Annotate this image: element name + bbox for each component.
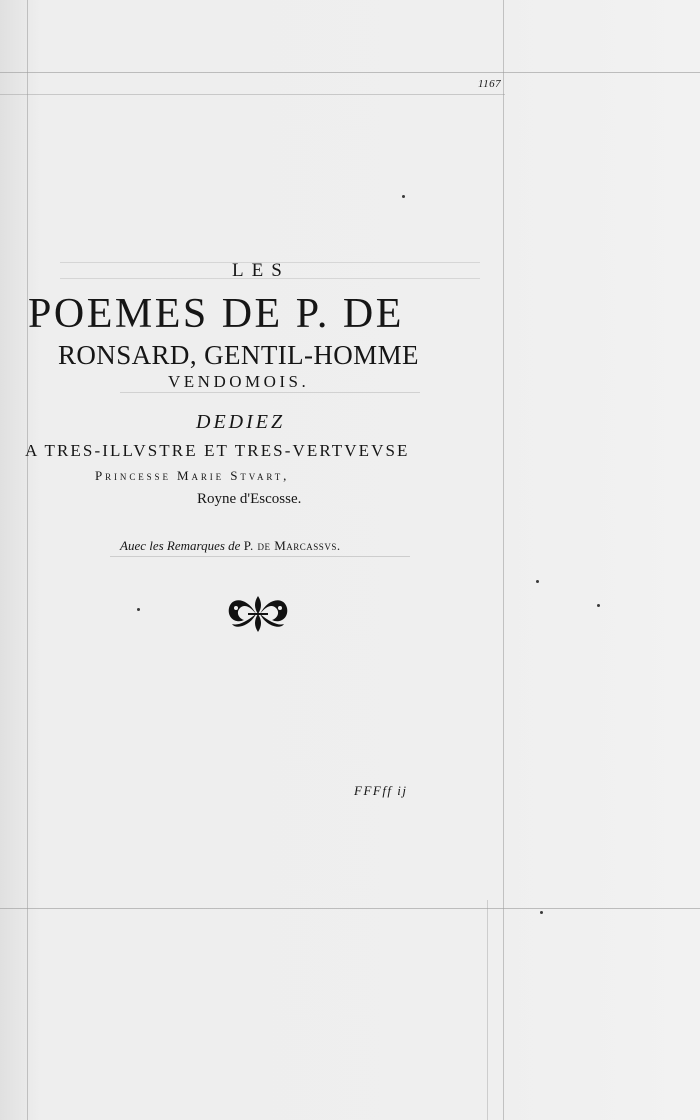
- dedication-line-1: A TRES-ILLVSTRE ET TRES-VERTVEVSE: [25, 441, 410, 460]
- page-number: 1167: [478, 78, 502, 90]
- title-rule-4: [110, 556, 410, 557]
- remarques-prefix: Auec les Remarques de: [120, 538, 241, 553]
- paper-speck: [137, 608, 140, 611]
- top-rule: [0, 72, 700, 73]
- floral-vignette-icon: [226, 592, 290, 636]
- right-margin-rule: [503, 0, 504, 1120]
- dedication-heading: DEDIEZ: [196, 411, 286, 433]
- top-rule-inner: [0, 94, 505, 95]
- title-line-1: POEMES DE P. DE: [28, 291, 404, 337]
- title-rule-3: [120, 392, 420, 393]
- title-les: LES: [232, 260, 290, 281]
- title-line-2: RONSARD, GENTIL-HOMME: [58, 340, 419, 370]
- paper-speck: [402, 195, 405, 198]
- signature-mark: FFFff ij: [354, 783, 408, 798]
- dedication-line-2: Princesse Marie Stvart,: [95, 468, 290, 483]
- paper-speck: [536, 580, 539, 583]
- left-margin-rule: [27, 0, 28, 1120]
- dedication-line-3: Royne d'Escosse.: [197, 491, 302, 507]
- remarques-line: [120, 538, 341, 554]
- paper-speck: [540, 911, 543, 914]
- title-line-3: VENDOMOIS.: [168, 372, 310, 391]
- far-right-rule: [487, 900, 488, 1120]
- bottom-rule: [0, 908, 700, 909]
- remarques-author: P. de Marcassvs.: [243, 538, 341, 553]
- paper-speck: [597, 604, 600, 607]
